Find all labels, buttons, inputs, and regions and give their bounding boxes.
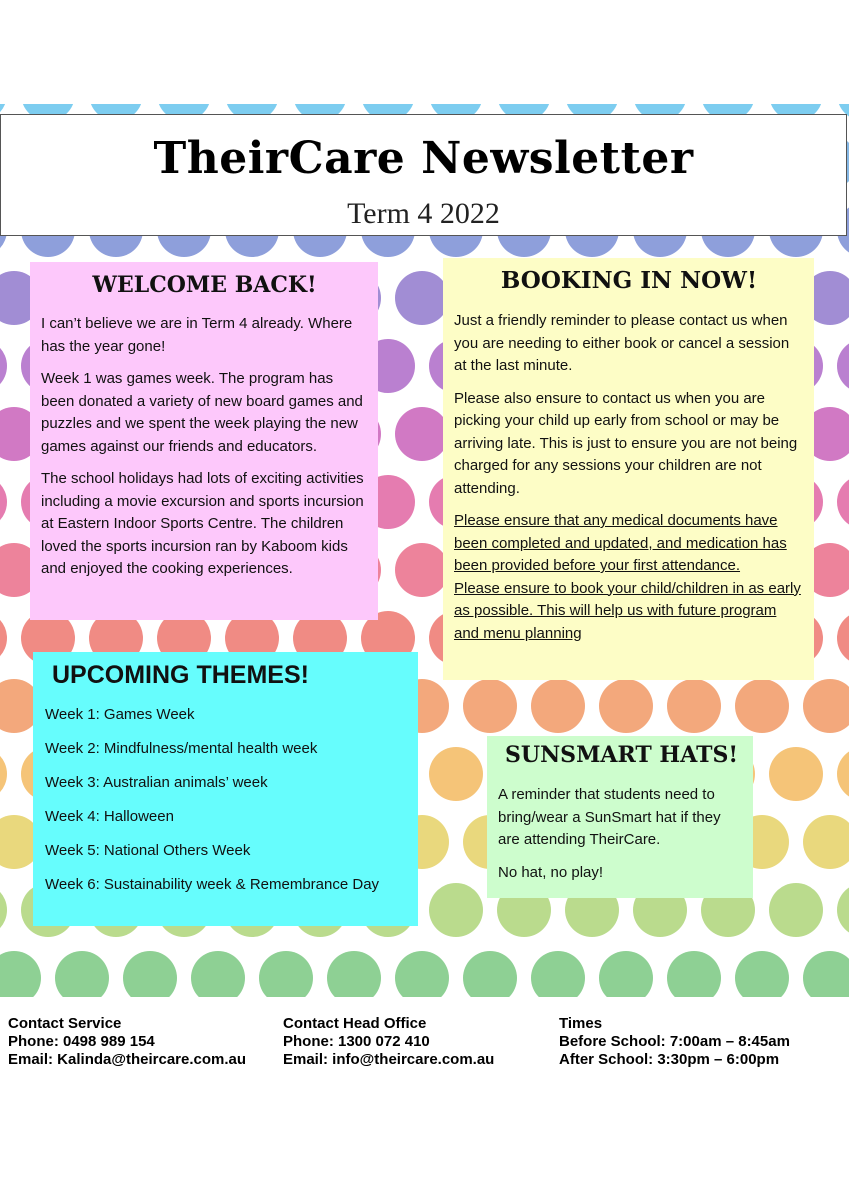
booking-panel bbox=[443, 258, 814, 680]
polka-dot bbox=[0, 339, 7, 393]
polka-dot bbox=[735, 679, 789, 733]
theme-item: Week 6: Sustainability week & Remembrance Day bbox=[45, 876, 380, 893]
welcome-back-panel bbox=[30, 262, 378, 620]
theme-item: Week 1: Games Week bbox=[45, 706, 195, 723]
polka-dot bbox=[123, 951, 177, 997]
sunsmart-paragraph: A reminder that students need to bring/wear a SunSmart hat if they are attending TheirCare. bbox=[498, 786, 721, 848]
footer-phone: Phone: 0498 989 154 bbox=[8, 1033, 155, 1050]
footer-heading: Contact Head Office bbox=[283, 1015, 427, 1032]
polka-dot bbox=[837, 883, 849, 937]
newsletter-title: TheirCare Newsletter bbox=[153, 133, 694, 184]
polka-dot bbox=[395, 951, 449, 997]
footer-after-school: After School: 3:30pm – 6:00pm bbox=[559, 1051, 780, 1068]
footer-times bbox=[559, 1015, 790, 1069]
polka-dot bbox=[531, 679, 585, 733]
footer-email: Email: info@theircare.com.au bbox=[283, 1051, 495, 1068]
polka-dot bbox=[0, 951, 41, 997]
theme-item: Week 5: National Others Week bbox=[45, 842, 251, 859]
polka-dot bbox=[395, 407, 449, 461]
polka-dot bbox=[463, 951, 517, 997]
polka-dot bbox=[769, 883, 823, 937]
polka-dot bbox=[837, 339, 849, 393]
polka-dot bbox=[803, 951, 849, 997]
themes-heading: UPCOMING THEMES! bbox=[52, 661, 309, 689]
term-label: Term 4 2022 bbox=[347, 197, 500, 230]
polka-dot bbox=[395, 543, 449, 597]
polka-dot bbox=[803, 815, 849, 869]
booking-heading: BOOKING IN NOW! bbox=[500, 267, 758, 294]
polka-dot bbox=[837, 475, 849, 529]
polka-dot bbox=[599, 951, 653, 997]
booking-notice: Please ensure to book your child/children in as early as possible. This will help us with future program and menu planning bbox=[454, 579, 801, 642]
footer-contact-head-office bbox=[283, 1015, 494, 1069]
polka-dot bbox=[429, 883, 483, 937]
polka-dot bbox=[837, 611, 849, 665]
polka-dot bbox=[259, 951, 313, 997]
polka-dot bbox=[667, 951, 721, 997]
theme-item: Week 2: Mindfulness/mental health week bbox=[45, 740, 318, 757]
welcome-paragraph: Week 1 was games week. The program has been donated a variety of new board games and puzzles and we spent the week playing the new games against our friends and educators. bbox=[41, 370, 363, 455]
sunsmart-hats-panel bbox=[487, 736, 753, 898]
welcome-paragraph: I can’t believe we are in Term 4 already. Where has the year gone! bbox=[41, 315, 353, 355]
polka-dot bbox=[55, 951, 109, 997]
polka-dot bbox=[667, 679, 721, 733]
polka-dot bbox=[191, 951, 245, 997]
polka-dot bbox=[395, 271, 449, 325]
polka-dot bbox=[429, 747, 483, 801]
welcome-heading: WELCOME BACK! bbox=[92, 272, 317, 298]
polka-dot bbox=[769, 747, 823, 801]
upcoming-themes-panel bbox=[33, 652, 418, 926]
polka-dot bbox=[327, 951, 381, 997]
booking-paragraph: Just a friendly reminder to please contact us when you are needing to either book or cancel a session at the last minute. bbox=[454, 312, 790, 374]
polka-dot bbox=[531, 951, 585, 997]
title-banner bbox=[0, 114, 847, 236]
booking-notice: Please ensure that any medical documents have been completed and updated, and medication has been provided before your first attendance. bbox=[454, 512, 787, 574]
footer-contact-service bbox=[8, 1015, 246, 1069]
footer-heading: Contact Service bbox=[8, 1015, 122, 1032]
polka-dot bbox=[599, 679, 653, 733]
polka-dot bbox=[0, 883, 7, 937]
footer-email: Email: Kalinda@theircare.com.au bbox=[8, 1051, 247, 1068]
sunsmart-paragraph: No hat, no play! bbox=[498, 863, 604, 881]
footer-heading: Times bbox=[559, 1015, 603, 1032]
polka-dot bbox=[735, 951, 789, 997]
footer-before-school: Before School: 7:00am – 8:45am bbox=[559, 1033, 790, 1050]
sunsmart-heading: SUNSMART HATS! bbox=[505, 742, 738, 768]
welcome-paragraph: The school holidays had lots of exciting activities including a movie excursion and sports incursion at Eastern Indoor Sports Centre. The children loved the sports incursion ran by Kaboom kids and enjoyed the cooking experiences. bbox=[41, 470, 364, 577]
polka-dot bbox=[837, 747, 849, 801]
theme-item: Week 4: Halloween bbox=[45, 808, 174, 825]
footer-phone: Phone: 1300 072 410 bbox=[283, 1033, 430, 1050]
polka-dot bbox=[463, 679, 517, 733]
polka-dot bbox=[0, 475, 7, 529]
polka-dot bbox=[803, 679, 849, 733]
polka-dot bbox=[0, 747, 7, 801]
themes-list bbox=[45, 704, 408, 896]
polka-dot bbox=[0, 611, 7, 665]
theme-item: Week 3: Australian animals’ week bbox=[45, 774, 268, 791]
booking-paragraph: Please also ensure to contact us when you are picking your child up early from school or may be arriving late. This is just to ensure you are not being charged for any sessions your children are not attending. bbox=[454, 389, 798, 497]
